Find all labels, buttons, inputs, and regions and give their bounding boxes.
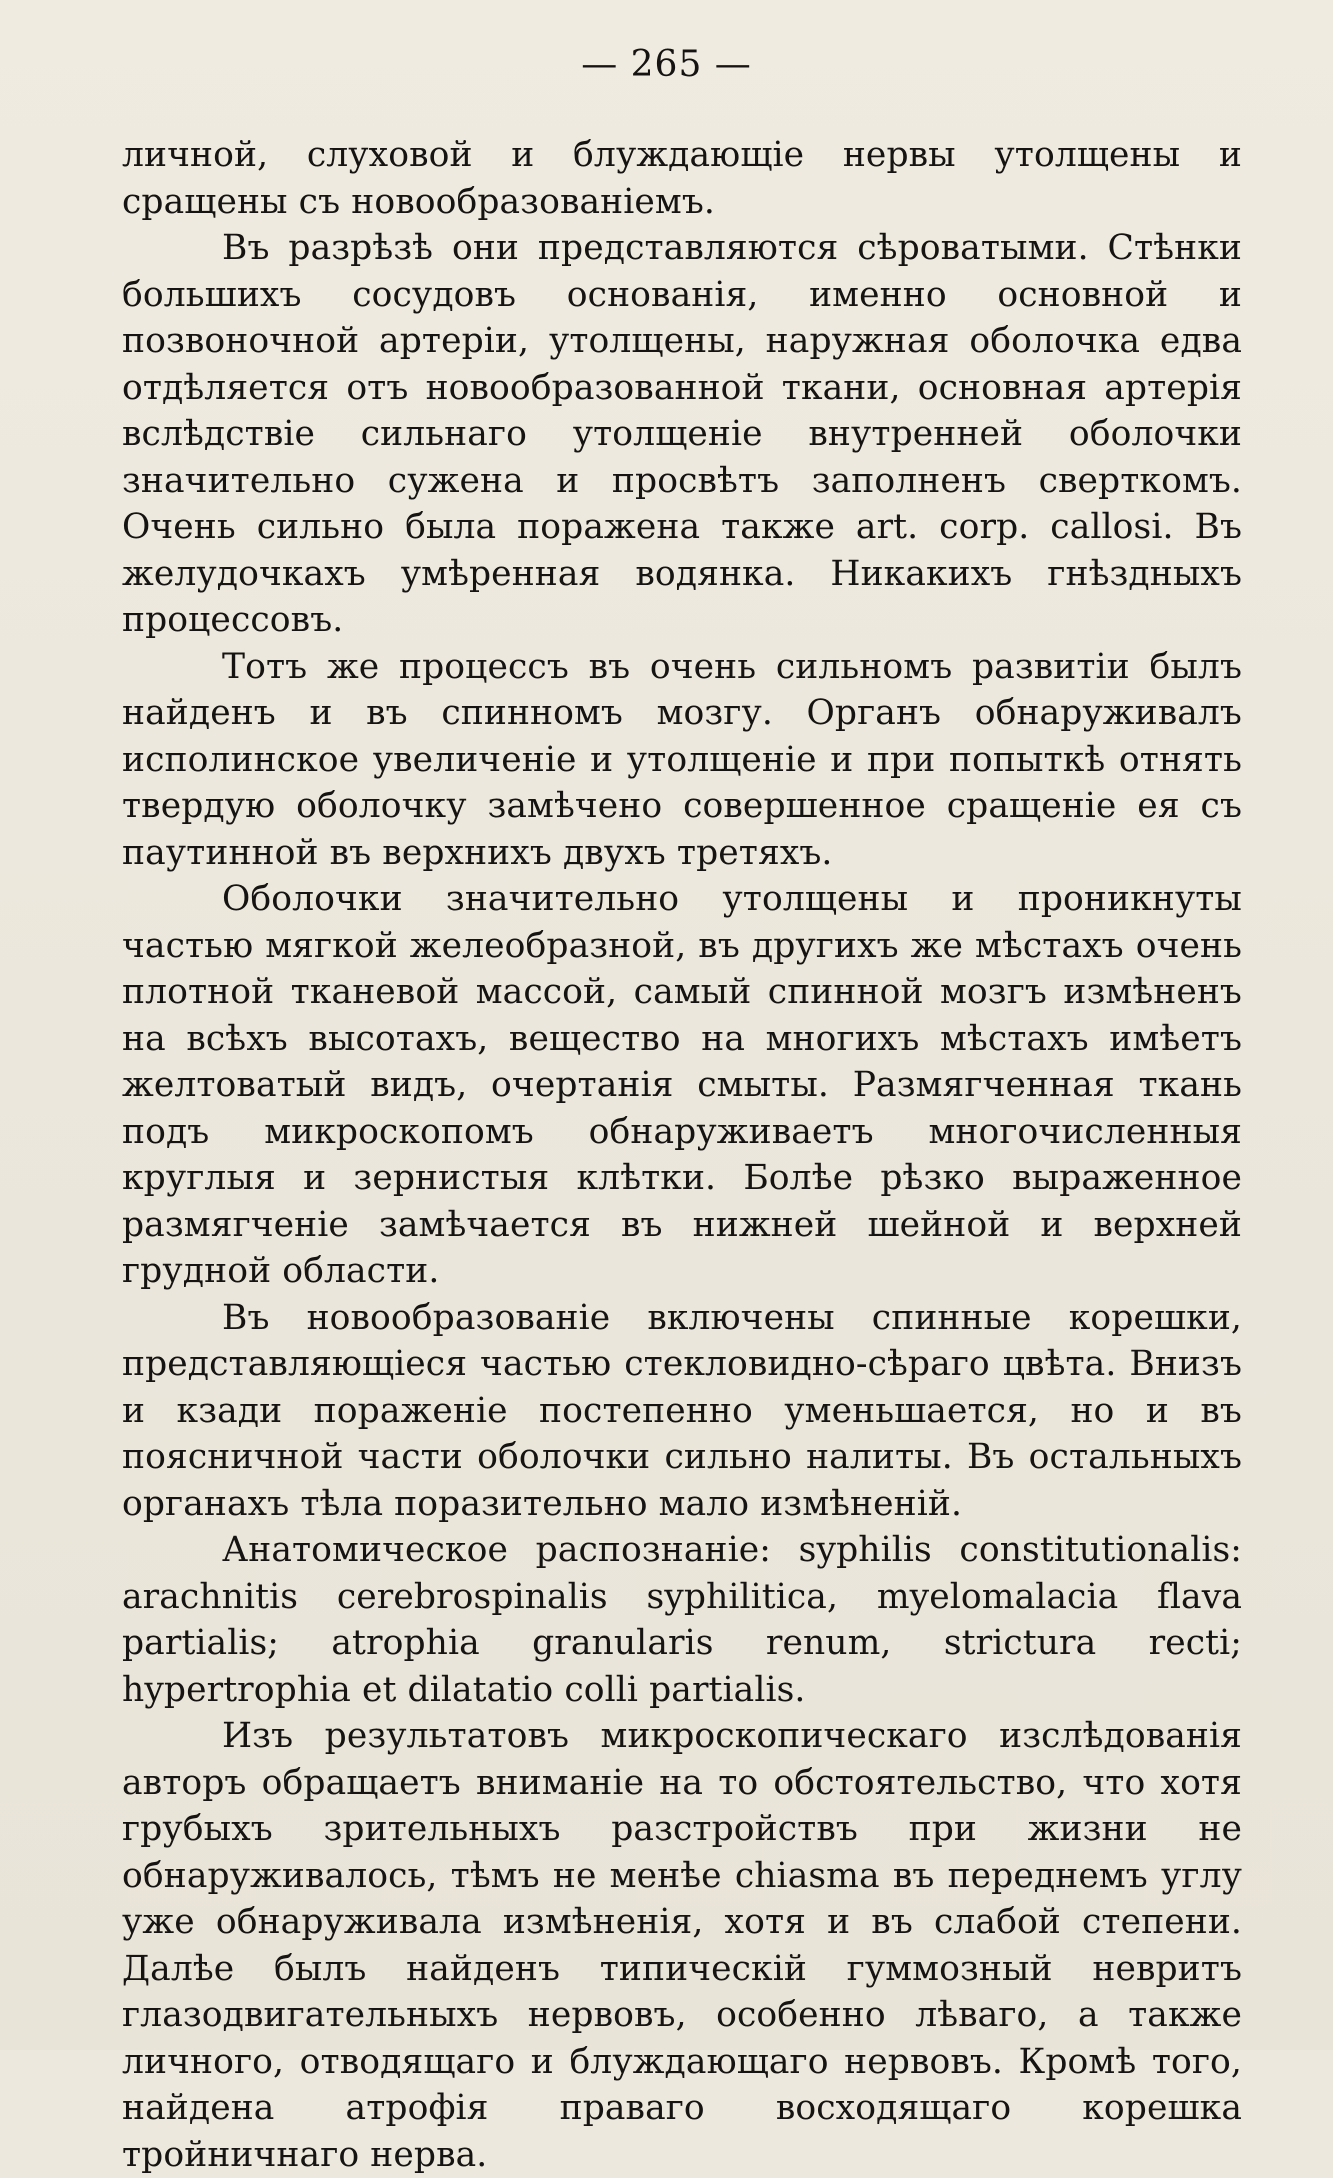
body-text	[122, 132, 1242, 2178]
paragraph-7: Изъ результатовъ микроскопическаго изслѣдованія авторъ обращаетъ вниманіе на то обстоятельство, что хотя грубыхъ зрительныхъ разстройствъ при жизни не обнаруживалось, тѣмъ не менѣе chiasma въ переднемъ углу уже обнаруживала измѣненія, хотя и въ слабой степени. Далѣе былъ найденъ типическій гуммозный невритъ глазодвигательныхъ нервовъ, особенно лѣваго, а также личного, отводящаго и блуждающаго нервовъ. Кромѣ того, найдена атрофія праваго восходящаго корешка тройничнаго нерва.	[122, 1716, 1242, 2175]
paragraph-2: Въ разрѣзѣ они представляются сѣроватыми. Стѣнки большихъ сосудовъ основанія, именно основной и позвоночной артеріи, утолщены, наружная оболочка едва отдѣляется отъ новообразованной ткани, основная артерія вслѣдствіе сильнаго утолщеніе внутренней оболочки значительно сужена и просвѣтъ заполненъ сверткомъ. Очень сильно была поражена также art. corp. callosi. Въ желудочкахъ умѣренная водянка. Никакихъ гнѣздныхъ процессовъ.	[122, 228, 1242, 640]
paragraph-3: Тотъ же процессъ въ очень сильномъ развитіи былъ найденъ и въ спинномъ мозгу. Органъ обнаруживалъ исполинское увеличеніе и утолщеніе и при попыткѣ отнять твердую оболочку замѣчено совершенное сращеніе ея съ паутинной въ верхнихъ двухъ третяхъ.	[122, 646, 1242, 873]
paragraph-5: Въ новообразованіе включены спинные корешки, представляющіеся частью стекловидно-сѣраго цвѣта. Внизъ и кзади пораженіе постепенно уменьшается, но и въ поясничной части оболочки сильно налиты. Въ остальныхъ органахъ тѣла поразительно мало измѣненій.	[122, 1297, 1242, 1524]
paragraph-6: Анатомическое распознаніе: syphilis constitutionalis: arachnitis cerebrospinalis syphilitica, myelomalacia flava partialis; atrophia granularis renum, strictura recti; hypertrophia et dilatatio colli partialis.	[122, 1530, 1242, 1710]
paragraph-1: личной, слуховой и блуждающіе нервы утолщены и сращены съ новообразованіемъ.	[122, 135, 1242, 222]
page-number: — 265 —	[581, 44, 752, 85]
paragraph-4: Оболочки значительно утолщены и проникнуты частью мягкой желеобразной, въ другихъ же мѣстахъ очень плотной тканевой массой, самый спинной мозгъ измѣненъ на всѣхъ высотахъ, вещество на многихъ мѣстахъ имѣетъ желтоватый видъ, очертанія смыты. Размягченная ткань подъ микроскопомъ обнаруживаетъ многочисленныя круглыя и зернистыя клѣтки. Болѣе рѣзко выраженное размягченіе замѣчается въ нижней шейной и верхней грудной области.	[122, 879, 1242, 1291]
